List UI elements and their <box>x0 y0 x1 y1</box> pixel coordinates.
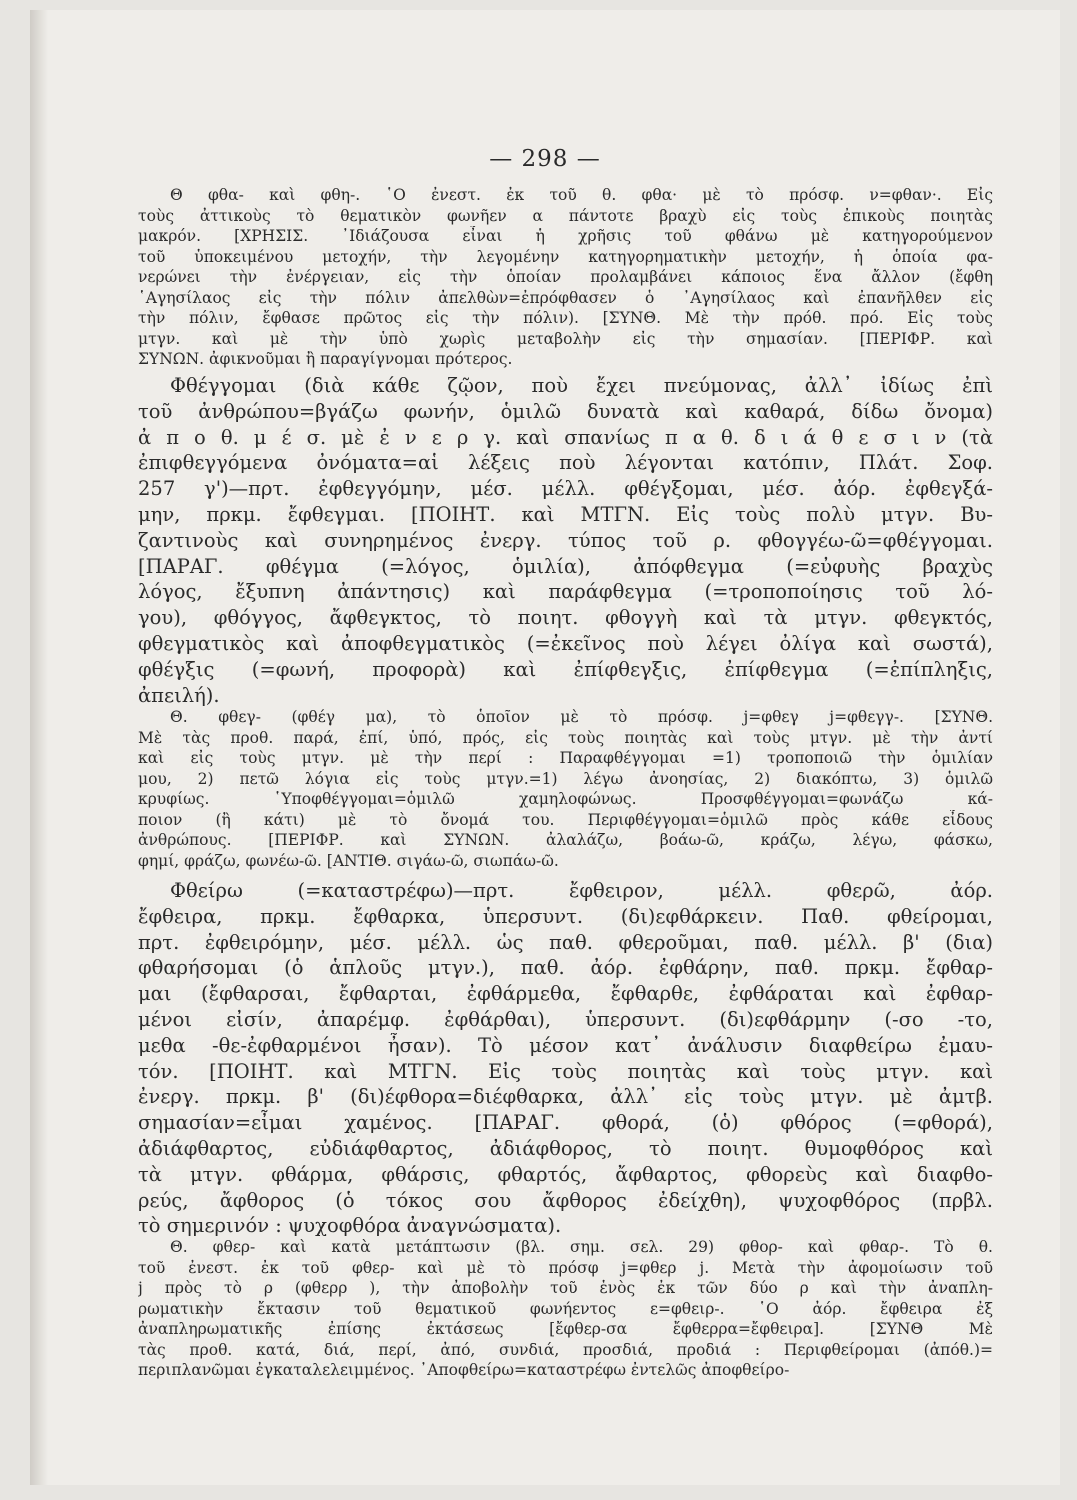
text-line-content: ΣΥΝΩΝ. ἀφικνοῦμαι ἢ παραγίγνομαι πρότερος. <box>138 350 513 368</box>
text-line-content: μου, 2) πετῶ λόγια εἰς τοὺς μτγν.=1) λέγω ἀνοησίας, 2) διακόπτω, 3) ὁμιλῶ <box>138 769 993 788</box>
text-line-content: Μὲ τὰς προθ. παρά, ἐπί, ὑπό, πρός, εἰς τοὺς ποιητὰς καὶ τοὺς μτγν. μὲ τὴν ἀντί <box>138 728 993 747</box>
text-line-content: ἀδιάφθαρτος, εὐδιάφθαρτος, ἀδιάφθορος, τὸ ποιητ. θυμοφθόρος καὶ <box>138 1137 993 1160</box>
book-page <box>30 10 1060 1485</box>
text-line-content: j πρὸς τὸ ρ (φθερρ ), τὴν ἀποβολὴν τοῦ ἑνὸς ἐκ τῶν δύο ρ καὶ τὴν ἀναπλη- <box>138 1279 993 1297</box>
page-number: — 298 — <box>489 146 601 172</box>
text-line-content: ἐπιφθεγγόμενα ὀνόματα=αἱ λέξεις ποὺ λέγονται κατόπιν, Πλάτ. Σοφ. <box>138 451 993 475</box>
text-line-content: Θ φθα- καὶ φθη-. ῾Ο ἐνεστ. ἐκ τοῦ θ. φθα· μὲ τὸ πρόσφ. ν=φθαν·. Εἰς <box>170 186 993 204</box>
text-line-content: φθεγματικὸς καὶ ἀποφθεγματικὸς (=ἐκεῖνος ποὺ λέγει ὀλίγα καὶ σωστά), <box>138 632 993 655</box>
text-line-content: ἀπειλή). <box>138 683 220 707</box>
text-line-content: μένοι εἰσίν, ἀπαρέμφ. ἐφθάρθαι), ὑπερσυντ. (δι)εφθάρμην (-σο -το, <box>138 1008 993 1031</box>
text-line-content: τὰ μτγν. φθάρμα, φθάρσις, φθαρτός, ἄφθαρτος, φθορεὺς καὶ διαφθο- <box>138 1162 993 1186</box>
text-line-content: τοῦ ἀνθρώπου=βγάζω φωνήν, ὁμιλῶ δυνατὰ καὶ καθαρά, δίδω ὄνομα) <box>138 399 993 423</box>
text-line-content: σημασίαν=εἶμαι χαμένος. [ΠΑΡΑΓ. φθορά, (ὁ) φθόρος (=φθορά), <box>138 1111 993 1135</box>
text-line-content: φθαρήσομαι (ὁ ἁπλοῦς μτγν.), παθ. ἀόρ. ἐφθάρην, παθ. πρκμ. ἔφθαρ- <box>138 956 993 980</box>
text-line-content: γου), φθόγγος, ἄφθεγκτος, τὸ ποιητ. φθογγὴ καὶ τὰ μτγν. φθεγκτός, <box>138 606 993 630</box>
text-line-content: Θ. φθερ- καὶ κατὰ μετάπτωσιν (βλ. σημ. σελ. 29) φθορ- καὶ φθαρ-. Τὸ θ. <box>170 1238 993 1256</box>
text-line-content: νερώνει τὴν ἐνέργειαν, εἰς τὴν ὁποίαν προλαμβάνει κάποιος ἕνα ἄλλον (ἔφθη <box>138 268 993 286</box>
text-line-content: ρωματικὴν ἔκτασιν τοῦ θεματικοῦ φωνήεντος ε=φθειρ-. ῾Ο ἀόρ. ἔφθειρα ἐξ <box>138 1299 993 1318</box>
text-line-content: καὶ εἰς τοὺς μτγν. μὲ τὴν περί : Παραφθέγγομαι =1) τροποποιῶ τὴν ὁμιλίαν <box>138 749 993 767</box>
text-line-content: μεθα -θε-ἐφθαρμένοι ἦσαν). Τὸ μέσον κατ᾿ ἀνάλυσιν διαφθείρω ἐμαυ- <box>138 1033 993 1057</box>
text-line-content: ἔφθειρα, πρκμ. ἔφθαρκα, ὑπερσυντ. (δι)εφθάρκειν. Παθ. φθείρομαι, <box>138 904 993 928</box>
text-line-content: τόν. [ΠΟΙΗΤ. καὶ ΜΤΓΝ. Εἰς τοὺς ποιητὰς καὶ τοὺς μτγν. καὶ <box>138 1059 993 1083</box>
text-line-content: μαι (ἔφθαρσαι, ἔφθαρται, ἐφθάρμεθα, ἔφθαρθε, ἐφθάραται καὶ ἐφθαρ- <box>138 982 993 1006</box>
text-line-content: τοὺς ἀττικοὺς τὸ θεματικὸν φωνῆεν α πάντοτε βραχὺ εἰς τοὺς ἐπικοὺς ποιητὰς <box>138 206 993 225</box>
text-line-content: τὸ σημερινόν : ψυχοφθόρα ἀναγνώσματα). <box>138 1214 562 1238</box>
text-line-content: 257 γ')—πρτ. ἐφθεγγόμην, μέσ. μέλλ. φθέγξομαι, μέσ. ἀόρ. ἐφθεγξά- <box>138 477 993 501</box>
text-line-content: Θ. φθεγ- (φθέγ μα), τὸ ὁποῖον μὲ τὸ πρόσφ. j=φθεγ j=φθεγγ-. [ΣΥΝΘ. <box>170 708 993 726</box>
text-line-content: ἀνθρώπους. [ΠΕΡΙΦΡ. καὶ ΣΥΝΩΝ. ἀλαλάζω, βοάω-ῶ, κράζω, λέγω, φάσκω, <box>138 831 993 849</box>
text-line-content: μακρόν. [ΧΡΗΣΙΣ. ᾿Ιδιάζουσα εἶναι ἡ χρῆσις τοῦ φθάνω μὲ κατηγορούμενον <box>138 227 993 245</box>
text-line-content: φθέγξις (=φωνή, προφορὰ) καὶ ἐπίφθεγξις, ἐπίφθεγμα (=ἐπίπληξις, <box>138 657 993 681</box>
text-line-content: ποιον (ἢ κάτι) μὲ τὸ ὄνομά του. Περιφθέγγομαι=ὁμιλῶ πρὸς κάθε εἶδους <box>138 810 993 829</box>
text-line-content: κρυφίως. ῾Υποφθέγγομαι=ὁμιλῶ χαμηλοφώνως. Προσφθέγγομαι=φωνάζω κά- <box>138 790 993 808</box>
text-line-content: πρτ. ἐφθειρόμην, μέσ. μέλλ. ὡς παθ. φθεροῦμαι, παθ. μέλλ. β' (δια) <box>138 930 993 954</box>
page-edge-shadow <box>30 10 48 1485</box>
text-line-content: λόγος, ἔξυπνη ἀπάντησις) καὶ παράφθεγμα (=τροποποίησις τοῦ λό- <box>138 580 993 604</box>
text-line-content: τὰς προθ. κατά, διά, περί, ἀπό, συνδιά, προσδιά, προδιά : Περιφθείρομαι (ἀπόθ.)= <box>138 1340 993 1359</box>
text-line-content: ἀναπληρωματικῆς ἐπίσης ἐκτάσεως [ἔφθερ-σα ἔφθερρα=ἔφθειρα]. [ΣΥΝΘ Μὲ <box>138 1320 993 1338</box>
text-line-content: ῾Αγησίλαος εἰς τὴν πόλιν ἀπελθὼν=ἐπρόφθασεν ὁ ᾿Αγησίλαος καὶ ἐπανῆλθεν εἰς <box>138 288 993 307</box>
text-line-content: τοῦ ὑποκειμένου μετοχήν, τὴν λεγομένην κατηγορηματικὴν μετοχήν, ἡ ὁποία φα- <box>138 247 993 266</box>
text-line-content: ρεύς, ἄφθορος (ὁ τόκος σου ἄφθορος ἐδείχθη), ψυχοφθόρος (πρβλ. <box>138 1188 993 1212</box>
text-line-content: [ΠΑΡΑΓ. φθέγμα (=λόγος, ὁμιλία), ἀπόφθεγμα (=εὐφυὴς βραχὺς <box>138 554 993 578</box>
text-line-content: Φθέγγομαι (διὰ κάθε ζῷον, ποὺ ἔχει πνεύμονας, ἀλλ᾿ ἰδίως ἐπὶ <box>170 374 993 397</box>
text-line-content: τὴν πόλιν, ἔφθασε πρῶτος εἰς τὴν πόλιν). [ΣΥΝΘ. Μὲ τὴν πρόθ. πρό. Εἰς τοὺς <box>138 309 993 327</box>
text-line-content: τοῦ ἐνεστ. ἐκ τοῦ φθερ- καὶ μὲ τὸ πρόσφ j=φθερ j. Μετὰ τὴν ἀφομοίωσιν τοῦ <box>138 1258 993 1277</box>
text-line-content: Φθείρω (=καταστρέφω)—πρτ. ἔφθειρον, μέλλ. φθερῶ, ἀόρ. <box>170 879 993 902</box>
text-line-content: φημί, φράζω, φωνέω-ῶ. [ΑΝΤΙΘ. σιγάω-ῶ, σιωπάω-ῶ. <box>138 851 559 870</box>
text-line-content: ἀ π ο θ. μ έ σ. μὲ ἐ ν ε ρ γ. καὶ σπανίως π α θ. δ ι ά θ ε σ ι ν (τὰ <box>138 425 993 449</box>
text-line-content: περιπλανῶμαι ἐγκαταλελειμμένος. ᾿Αποφθείρω=καταστρέφω ἐντελῶς ἀποφθείρο- <box>138 1361 790 1379</box>
text-line-content: μην, πρκμ. ἔφθεγμαι. [ΠΟΙΗΤ. καὶ ΜΤΓΝ. Εἰς τοὺς πολὺ μτγν. Βυ- <box>138 503 993 526</box>
text-line-content: ἐνεργ. πρκμ. β' (δι)έφθορα=διέφθαρκα, ἀλλ᾿ εἰς τοὺς μτγν. μὲ ἀμτβ. <box>138 1085 993 1109</box>
text-line-content: ζαντινοὺς καὶ συνηρημένος ἐνεργ. τύπος τοῦ ρ. φθογγέω-ῶ=φθέγγομαι. <box>138 528 993 552</box>
text-line-content: μτγν. καὶ μὲ τὴν ὑπὸ χωρὶς μεταβολὴν εἰς τὴν σημασίαν. [ΠΕΡΙΦΡ. καὶ <box>138 329 993 348</box>
